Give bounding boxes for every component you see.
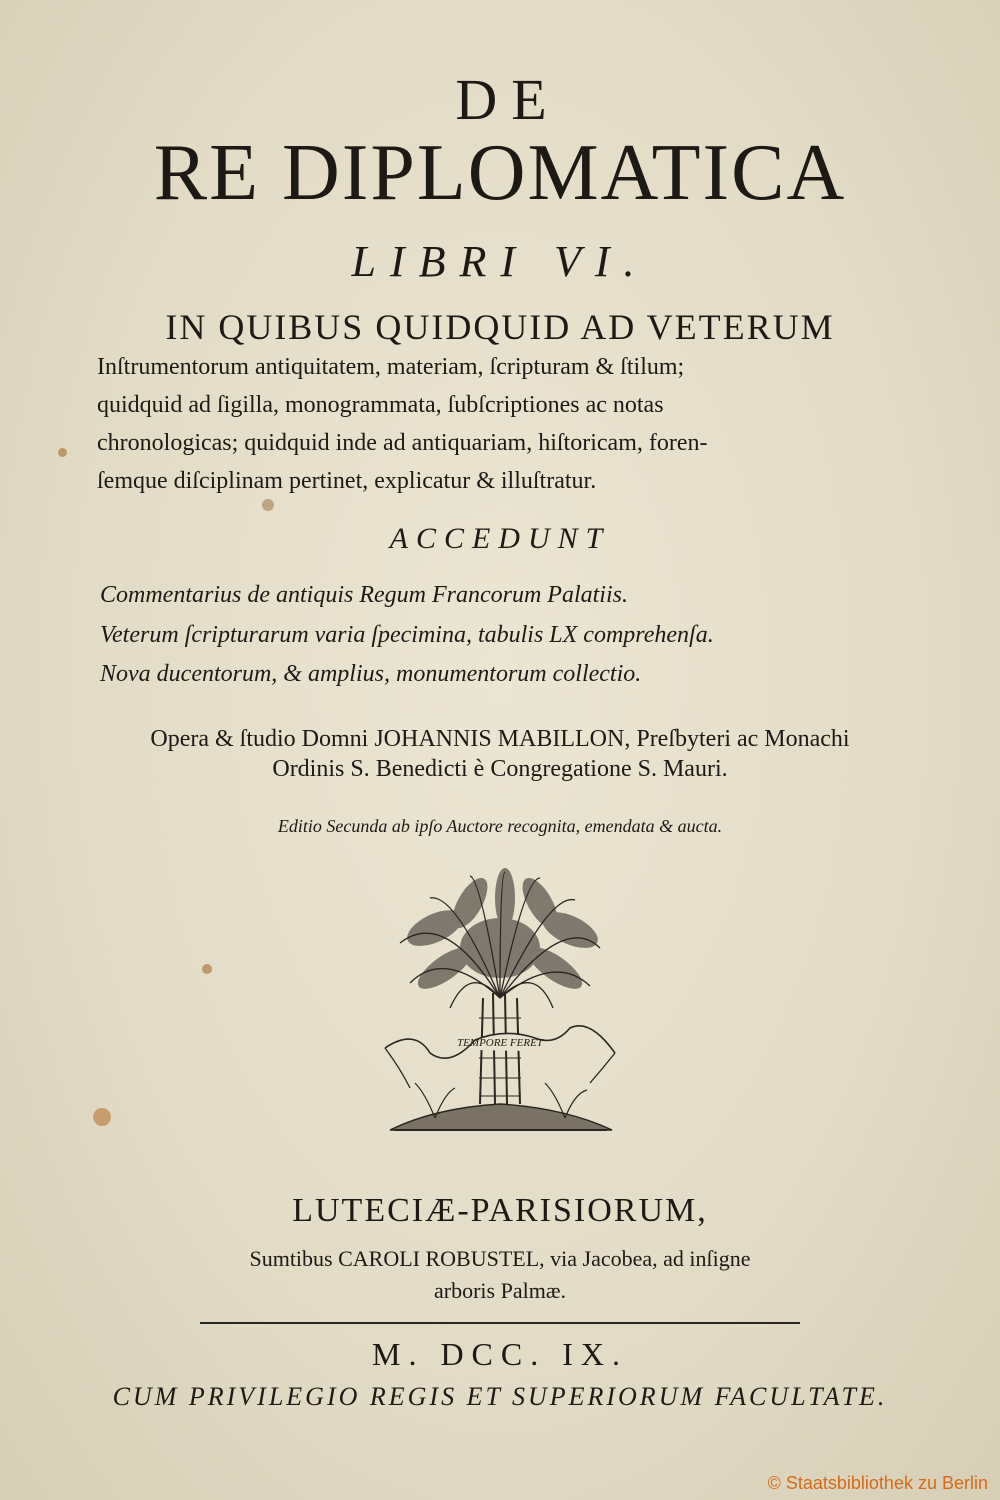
description-heading: IN QUIBUS QUIDQUID AD VETERUM [165,307,835,347]
accedunt-heading: ACCEDUNT [389,522,611,555]
edition-note: Editio Secunda ab ipſo Auctore recognita, emendata & aucta. [277,816,723,836]
accedunt-item: Veterum ſcripturarum varia ſpecimina, tabulis LX comprehenſa. [100,622,714,648]
description-line: chronologicas; quidquid inde ad antiquariam, hiſtoricam, foren- [97,430,708,456]
emblem-motto: TEMPORE FERET [457,1037,543,1049]
foxing-stain [93,1108,111,1126]
privilege-line: CUM PRIVILEGIO REGIS ET SUPERIORUM FACULTATE. [112,1382,888,1411]
description-line: Inſtrumentorum antiquitatem, materiam, ſcripturam & ſtilum; [97,354,685,380]
foxing-stain [262,499,274,511]
author-line: Opera & ſtudio Domni JOHANNIS MABILLON, Preſbyteri ac Monachi [150,726,850,752]
title-prefix: DE [455,67,561,132]
accedunt-item: Commentarius de antiquis Regum Francorum Palatiis. [100,582,628,608]
author-affiliation: Ordinis S. Benedicti è Congregatione S. Mauri. [272,756,728,782]
imprint-city: LUTECIÆ-PARISIORUM, [292,1192,708,1229]
horizontal-rule [200,1322,800,1324]
description-line: quidquid ad ſigilla, monogrammata, ſubſcriptiones ac notas [97,392,664,418]
foxing-stain [58,448,67,457]
foxing-stain [202,964,212,974]
copyright-credit: © Staatsbibliothek zu Berlin [767,1473,988,1493]
imprint-sign: arboris Palmæ. [434,1278,566,1303]
publication-date: M. DCC. IX. [371,1336,628,1372]
imprint-publisher: Sumtibus CAROLI ROBUSTEL, via Jacobea, ad inſigne [249,1246,751,1271]
book-title: RE DIPLOMATICA [153,129,847,217]
accedunt-item: Nova ducentorum, & amplius, monumentorum collectio. [100,661,642,687]
book-subtitle: LIBRI VI. [351,237,649,286]
palm-tree-emblem [375,868,625,1158]
description-line: ſemque diſciplinam pertinet, explicatur & illuſtratur. [97,468,597,494]
